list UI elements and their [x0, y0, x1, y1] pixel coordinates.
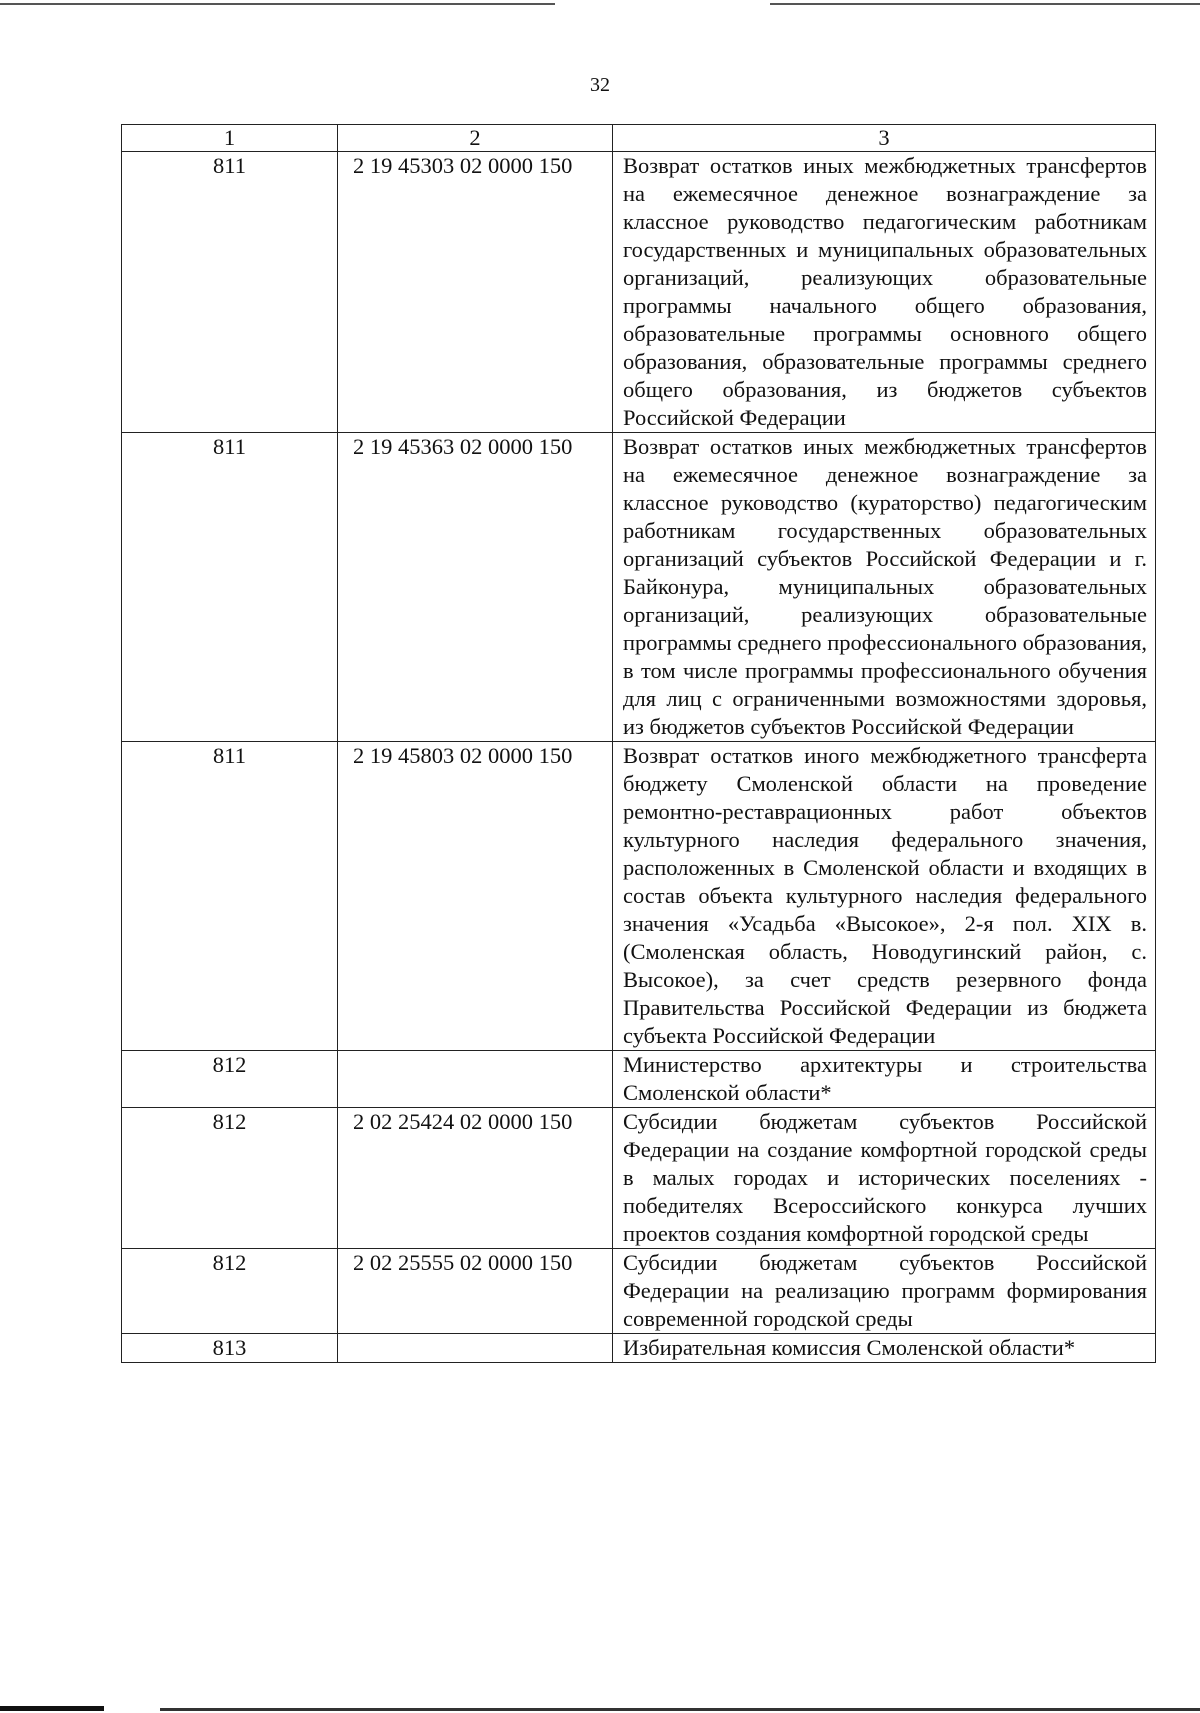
admin-code-cell: 812 — [122, 1051, 338, 1108]
admin-code-cell: 811 — [122, 152, 338, 433]
budget-code-cell — [338, 1334, 613, 1363]
table-row — [122, 1108, 1156, 1249]
revenue-name-cell: Возврат остатков иных межбюджетных трансфертов на ежемесячное денежное вознаграждение за классное руководство педагогическим работникам государственных и муниципальных образовательных организаций, реализующих образовательные программы начального общего образования, образовательные программы основного общего образования, образовательные программы среднего общего образования, из бюджетов субъектов Российской Федерации — [613, 152, 1156, 433]
table-row — [122, 1051, 1156, 1108]
scan-artifact-top-right — [770, 3, 1200, 5]
budget-code-cell: 2 19 45303 02 0000 150 — [338, 152, 613, 433]
budget-code-cell: 2 02 25424 02 0000 150 — [338, 1108, 613, 1249]
budget-code-cell: 2 19 45803 02 0000 150 — [338, 742, 613, 1051]
table-row — [122, 742, 1156, 1051]
revenue-name-cell: Возврат остатков иного межбюджетного трансферта бюджету Смоленской области на проведение ремонтно-реставрационных работ объектов культурного наследия федерального значения, расположенных в Смоленской области и входящих в состав объекта культурного наследия федерального значения «Усадьба «Высокое», 2-я пол. XIX в. (Смоленская область, Новодугинский район, с. Высокое), за счет средств резервного фонда Правительства Российской Федерации из бюджета субъекта Российской Федерации — [613, 742, 1156, 1051]
header-column-2: 2 — [338, 125, 613, 152]
admin-code-cell: 812 — [122, 1249, 338, 1334]
scan-artifact-top-left — [0, 3, 555, 5]
table-header-row — [122, 125, 1156, 152]
scan-artifact-bottom-left — [0, 1706, 104, 1711]
admin-code-cell: 812 — [122, 1108, 338, 1249]
revenue-name-cell: Возврат остатков иных межбюджетных трансфертов на ежемесячное денежное вознаграждение за классное руководство (кураторство) педагогическим работникам государственных образовательных организаций субъектов Российской Федерации и г. Байконура, муниципальных образовательных организаций, реализующих образовательные программы среднего профессионального образования, в том числе программы профессионального обучения для лиц с ограниченными возможностями здоровья, из бюджетов субъектов Российской Федерации — [613, 433, 1156, 742]
table-row — [122, 1249, 1156, 1334]
revenue-name-cell: Субсидии бюджетам субъектов Российской Федерации на создание комфортной городской среды в малых городах и исторических поселениях - победителях Всероссийского конкурса лучших проектов создания комфортной городской среды — [613, 1108, 1156, 1249]
budget-code-cell — [338, 1051, 613, 1108]
revenue-name-cell: Избирательная комиссия Смоленской области* — [613, 1334, 1156, 1363]
admin-code-cell: 813 — [122, 1334, 338, 1363]
budget-classification-table — [121, 124, 1156, 1363]
budget-code-cell: 2 19 45363 02 0000 150 — [338, 433, 613, 742]
header-column-1: 1 — [122, 125, 338, 152]
header-column-3: 3 — [613, 125, 1156, 152]
revenue-name-cell: Субсидии бюджетам субъектов Российской Федерации на реализацию программ формирования современной городской среды — [613, 1249, 1156, 1334]
table-row — [122, 152, 1156, 433]
admin-code-cell: 811 — [122, 433, 338, 742]
table-row — [122, 1334, 1156, 1363]
budget-code-cell: 2 02 25555 02 0000 150 — [338, 1249, 613, 1334]
revenue-name-cell: Министерство архитектуры и строительства Смоленской области* — [613, 1051, 1156, 1108]
scan-artifact-bottom-right — [160, 1708, 1200, 1711]
admin-code-cell: 811 — [122, 742, 338, 1051]
table-row — [122, 433, 1156, 742]
page-number: 32 — [590, 74, 610, 96]
